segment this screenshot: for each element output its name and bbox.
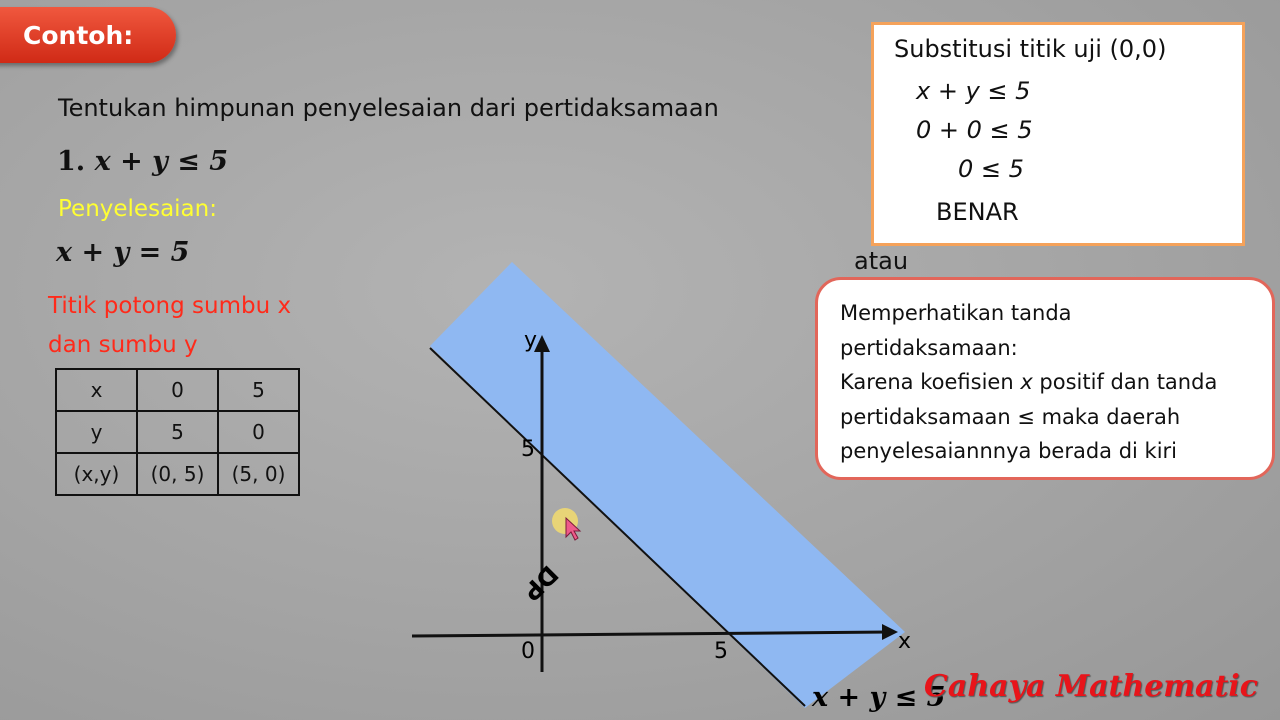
table-cell: (x,y) (56, 453, 137, 495)
note-line: penyelesaiannnya berada di kiri (840, 439, 1178, 463)
intercept-line-1: Titik potong sumbu x (48, 293, 292, 319)
substitution-box (871, 22, 1245, 246)
intercept-line-2: dan sumbu y (48, 332, 198, 358)
substitution-title: Substitusi titik uji (0,0) (894, 35, 1167, 63)
x-intercept-label: 5 (714, 639, 728, 664)
note-variable: x (1020, 370, 1033, 394)
table-cell: x (56, 369, 137, 411)
x-axis-label: x (898, 629, 912, 654)
substitution-line-1: x + y ≤ 5 (916, 77, 1031, 105)
table-cell: 5 (218, 369, 299, 411)
inequality-text: x + y ≤ 5 (94, 146, 229, 177)
substitution-line-3: 0 ≤ 5 (958, 155, 1024, 183)
table-cell: 0 (218, 411, 299, 453)
table-cell: y (56, 411, 137, 453)
y-intercept-label: 5 (521, 437, 535, 462)
contoh-badge: Contoh: (0, 7, 176, 63)
note-line: pertidaksamaan ≤ maka daerah (840, 404, 1181, 429)
graph-inequality-label: x + y ≤ 5 (812, 682, 946, 713)
origin-label: 0 (521, 639, 535, 664)
y-axis-label: y (524, 328, 538, 353)
note-fragment: positif dan tanda (1032, 370, 1218, 394)
or-label: atau (854, 247, 909, 275)
table-cell: 0 (137, 369, 218, 411)
note-line: Memperhatikan tanda (840, 301, 1072, 325)
brand-watermark: Cahaya Mathematic (924, 669, 1258, 704)
note-box (815, 277, 1275, 480)
substitution-line-2: 0 + 0 ≤ 5 (916, 116, 1033, 144)
region-label: DP (517, 559, 564, 607)
substitution-result: BENAR (936, 198, 1019, 226)
solution-label: Penyelesaian: (58, 196, 217, 222)
table-cell: (0, 5) (137, 453, 218, 495)
note-fragment: Karena koefisien (840, 370, 1021, 394)
problem-prompt: Tentukan himpunan penyelesaian dari pertidaksamaan (58, 94, 719, 122)
note-line: pertidaksamaan: (840, 335, 1018, 360)
note-line (840, 365, 1270, 400)
equation-text: x + y = 5 (56, 237, 190, 268)
item-number: 1. (57, 146, 86, 177)
table-cell: (5, 0) (218, 453, 299, 495)
note-text (840, 296, 1270, 469)
table-cell: 5 (137, 411, 218, 453)
